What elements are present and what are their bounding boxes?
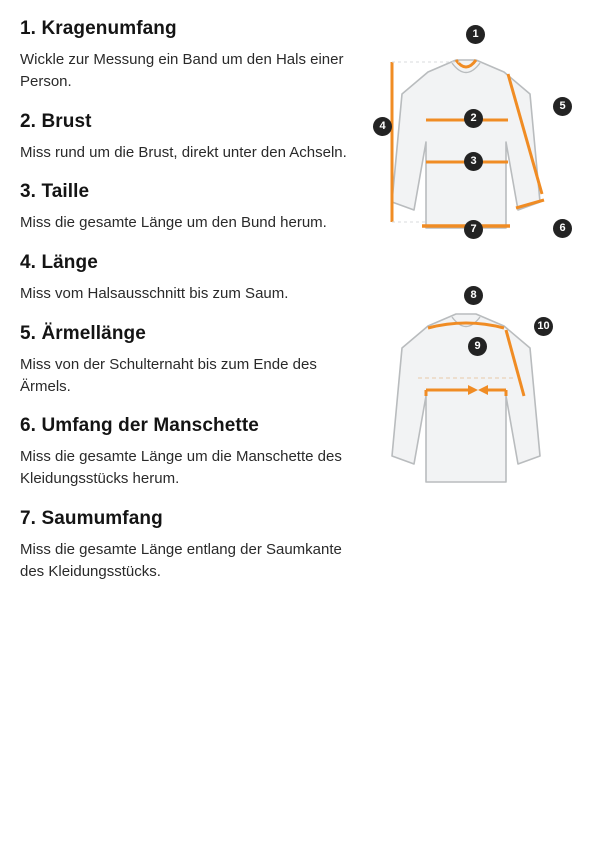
measurement-list	[20, 18, 350, 600]
shirt-outline	[392, 314, 540, 482]
measurement-title-1	[20, 18, 350, 40]
measurement-entry-3	[20, 181, 350, 234]
measurement-description-3: Miss die gesamte Länge um den Bund herum.	[20, 214, 327, 232]
measurement-description-2: Miss rund um die Brust, direkt unter den Achseln.	[20, 143, 347, 161]
measurement-number-2: 2.	[20, 110, 37, 132]
badge-7: 7	[464, 220, 483, 239]
measurement-title-6	[20, 415, 350, 437]
measurement-entry-7	[20, 508, 350, 583]
shirt-front-svg	[356, 22, 586, 252]
badge-4: 4	[373, 117, 392, 136]
long-sleeve-shirt-shoulder-diagram	[356, 284, 586, 499]
measurement-entry-2	[20, 111, 350, 164]
badge-6: 6	[553, 219, 572, 238]
measurement-title-2	[20, 111, 350, 133]
badge-9: 9	[468, 337, 487, 356]
badge-2: 2	[464, 109, 483, 128]
measurement-label-3: Taille	[41, 181, 90, 203]
badge-3: 3	[464, 152, 483, 171]
measurement-label-7: Saumumfang	[41, 507, 163, 529]
measurement-number-7: 7.	[20, 507, 37, 529]
long-sleeve-shirt-front-diagram	[356, 22, 586, 252]
measurement-label-2: Brust	[41, 110, 92, 132]
measurement-title-7	[20, 508, 350, 530]
badge-10: 10	[534, 317, 553, 336]
measurement-description-4: Miss vom Halsausschnitt bis zum Saum.	[20, 285, 289, 302]
measurement-number-3: 3.	[20, 181, 37, 203]
measurement-label-5: Ärmellänge	[41, 322, 146, 344]
badge-5: 5	[553, 97, 572, 116]
measurement-number-6: 6.	[20, 415, 37, 437]
measurement-title-5	[20, 323, 350, 345]
measurement-number-5: 5.	[20, 322, 37, 344]
badge-1: 1	[466, 25, 485, 44]
measurement-description-5: Miss von der Schulternaht bis zum Ende des Ärmels.	[20, 355, 317, 395]
measurement-label-1: Kragenumfang	[41, 18, 177, 39]
measurement-number-4: 4.	[20, 252, 37, 273]
measurement-label-6: Umfang der Manschette	[41, 415, 259, 437]
measurement-label-4: Länge	[41, 252, 98, 273]
measurement-description-1: Wickle zur Messung ein Band um den Hals einer Person.	[20, 51, 344, 90]
measurement-description-6: Miss die gesamte Länge um die Manschette des Kleidungsstücks herum.	[20, 448, 342, 487]
measurement-entry-6	[20, 415, 350, 490]
shirt-shoulder-svg	[356, 284, 586, 499]
diagram-column	[356, 22, 586, 499]
measurement-title-3	[20, 181, 350, 203]
measurement-title-4	[20, 252, 350, 274]
shirt-outline	[392, 60, 540, 228]
badge-8: 8	[464, 286, 483, 305]
measurement-entry-4	[20, 252, 350, 305]
measurement-entry-5	[20, 323, 350, 398]
measurement-entry-1	[20, 18, 350, 93]
measurement-number-1: 1.	[20, 18, 37, 39]
measurement-description-7: Miss die gesamte Länge entlang der Saumkante des Kleidungsstücks.	[20, 540, 342, 580]
